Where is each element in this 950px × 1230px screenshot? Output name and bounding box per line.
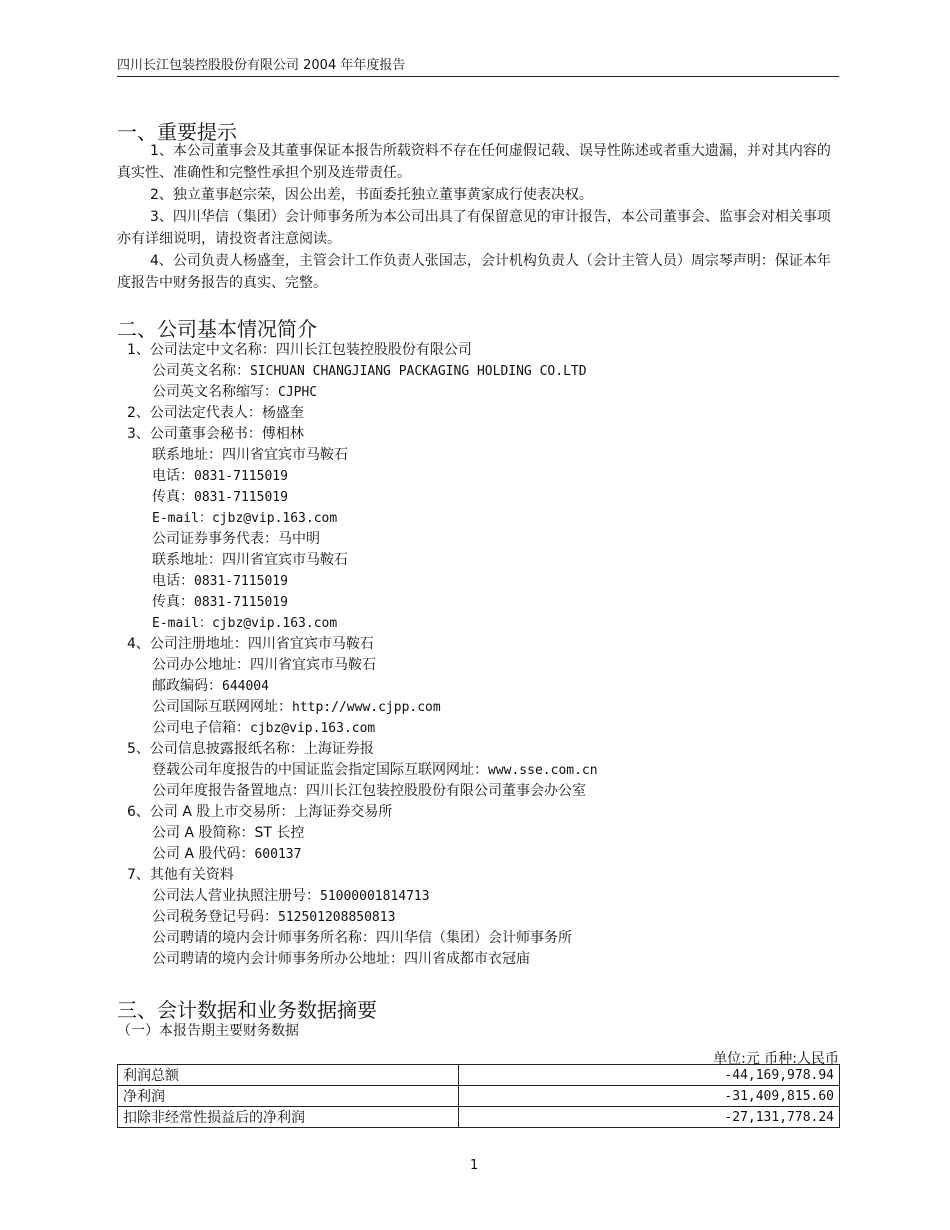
tax-registration-number: 公司税务登记号码：512501208850813 (152, 909, 396, 925)
row-value: -31,409,815.60 (459, 1086, 840, 1107)
representative-email: E-mail：cjbz@vip.163.com (152, 616, 338, 631)
notice-paragraph-2: 2、独立董事赵宗荣，因公出差，书面委托独立董事黄家成行使表决权。 (150, 187, 593, 203)
section-3-title: 三、会计数据和业务数据摘要 (117, 998, 377, 1022)
english-abbreviation: 公司英文名称缩写：CJPHC (152, 384, 318, 400)
row-value: -44,169,978.94 (459, 1065, 840, 1086)
stock-short-name: 公司 A 股简称：ST 长控 (152, 825, 305, 841)
item-6-stock-exchange: 6、公司 A 股上市交易所：上海证券交易所 (127, 804, 393, 820)
report-location: 公司年度报告备置地点：四川长江包装控股股份有限公司董事会办公室 (152, 783, 586, 799)
securities-representative: 公司证券事务代表：马中明 (152, 531, 320, 547)
representative-address: 联系地址：四川省宜宾市马鞍石 (152, 552, 348, 568)
accounting-firm-name: 公司聘请的境内会计师事务所名称：四川华信（集团）会计师事务所 (152, 930, 572, 946)
english-name: 公司英文名称：SICHUAN CHANGJIANG PACKAGING HOLDING CO.LTD (152, 363, 587, 379)
item-4-registered-address: 4、公司注册地址：四川省宜宾市马鞍石 (127, 636, 374, 652)
item-1-chinese-name: 1、公司法定中文名称：四川长江包装控股股份有限公司 (127, 342, 472, 358)
secretary-phone: 电话：0831-7115019 (152, 468, 288, 484)
csrc-website: 登载公司年度报告的中国证监会指定国际互联网网址：www.sse.com.cn (152, 762, 598, 778)
company-website: 公司国际互联网网址：http://www.cjpp.com (152, 699, 441, 715)
section-1-title: 一、重要提示 (117, 120, 237, 144)
financial-data-table (117, 1064, 840, 1128)
currency-unit-note: 单位:元 币种:人民币 (713, 1051, 839, 1067)
postal-code: 邮政编码：644004 (152, 678, 269, 694)
company-email: 公司电子信箱：cjbz@vip.163.com (152, 720, 376, 736)
notice-paragraph-3: 3、四川华信（集团）会计师事务所为本公司出具了有保留意见的审计报告，本公司董事会、监事会对相关事项亦有详细说明，请投资者注意阅读。 (117, 209, 831, 247)
business-license-number: 公司法人营业执照注册号：51000001814713 (152, 888, 430, 904)
table-row (118, 1086, 840, 1107)
table-row (118, 1065, 840, 1086)
office-address: 公司办公地址：四川省宜宾市马鞍石 (152, 657, 376, 673)
item-7-other-info: 7、其他有关资料 (127, 867, 234, 883)
header-divider (117, 76, 839, 77)
row-label: 净利润 (118, 1086, 459, 1107)
row-value: -27,131,778.24 (459, 1107, 840, 1128)
section-2-title: 二、公司基本情况简介 (117, 317, 317, 341)
secretary-fax: 传真：0831-7115019 (152, 489, 288, 505)
secretary-address: 联系地址：四川省宜宾市马鞍石 (152, 447, 348, 463)
notice-paragraph-1: 1、本公司董事会及其董事保证本报告所载资料不存在任何虚假记载、误导性陈述或者重大遗漏，并对其内容的真实性、准确性和完整性承担个别及连带责任。 (117, 143, 831, 181)
item-5-disclosure-newspaper: 5、公司信息披露报纸名称：上海证券报 (127, 741, 374, 757)
item-3-board-secretary: 3、公司董事会秘书：傅相林 (127, 426, 304, 442)
row-label: 扣除非经常性损益后的净利润 (118, 1107, 459, 1128)
stock-code: 公司 A 股代码：600137 (152, 846, 302, 862)
financial-data-subtitle: （一）本报告期主要财务数据 (117, 1023, 299, 1039)
notice-paragraph-4: 4、公司负责人杨盛奎，主管会计工作负责人张国志，会计机构负责人（会计主管人员）周宗琴声明：保证本年度报告中财务报告的真实、完整。 (117, 253, 831, 291)
item-2-legal-representative: 2、公司法定代表人：杨盛奎 (127, 405, 304, 421)
row-label: 利润总额 (118, 1065, 459, 1086)
table-row (118, 1107, 840, 1128)
representative-fax: 传真：0831-7115019 (152, 594, 288, 610)
secretary-email: E-mail：cjbz@vip.163.com (152, 511, 338, 526)
accounting-firm-address: 公司聘请的境内会计师事务所办公地址：四川省成都市衣冠庙 (152, 951, 530, 967)
report-header: 四川长江包装控股股份有限公司 2004 年年度报告 (117, 58, 406, 73)
representative-phone: 电话：0831-7115019 (152, 573, 288, 589)
page-number: 1 (470, 1158, 479, 1173)
